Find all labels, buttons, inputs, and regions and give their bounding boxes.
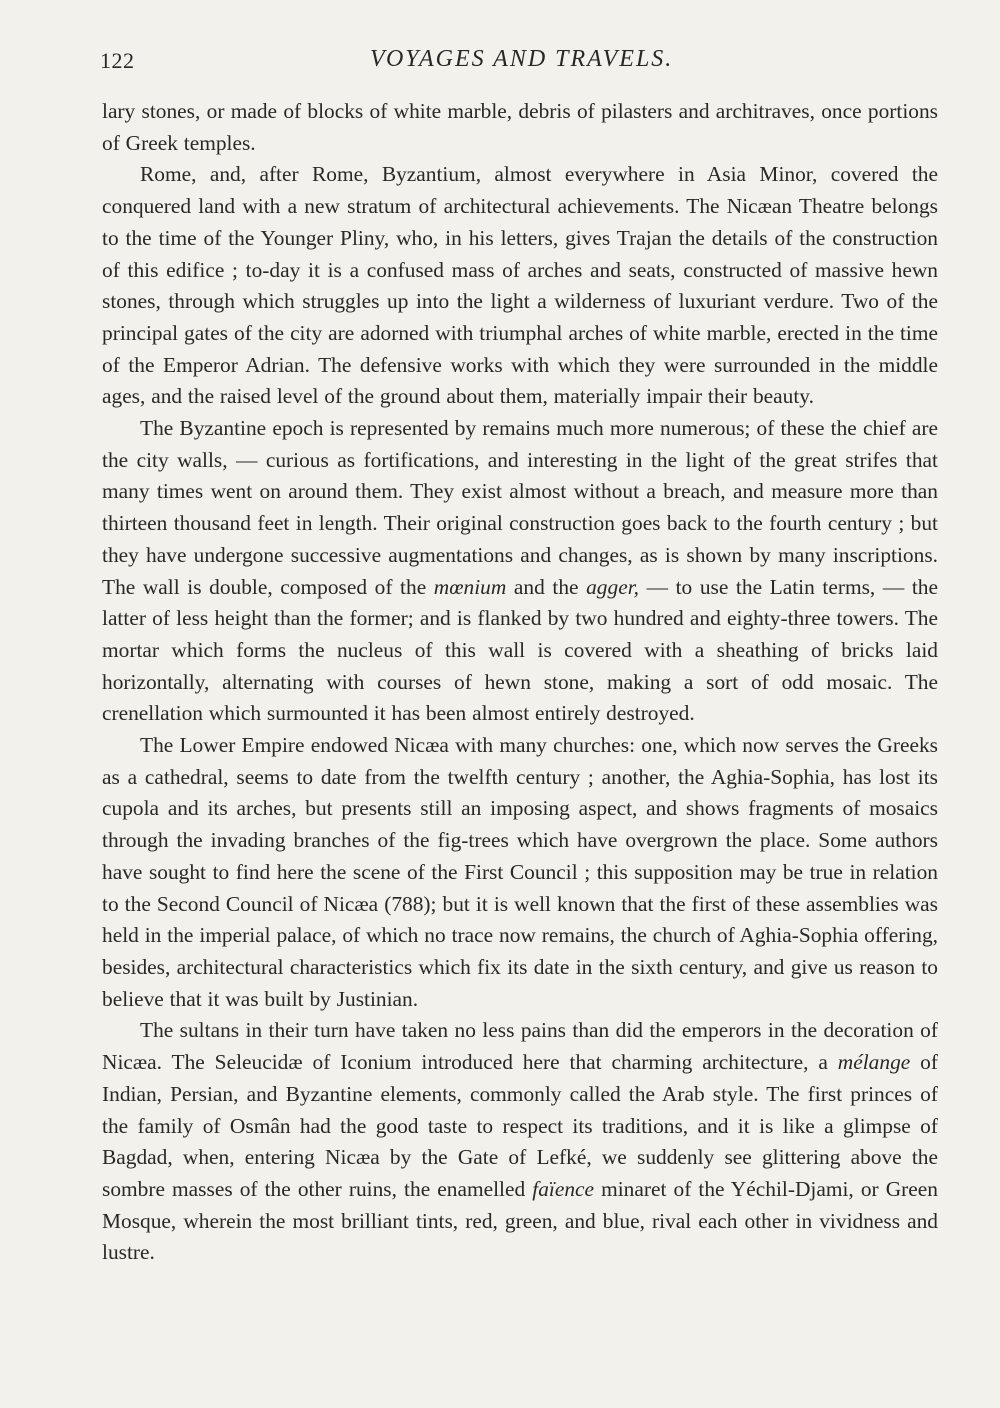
- paragraph-lower-empire: [102, 730, 938, 1015]
- page-header: [100, 40, 900, 80]
- paragraph-text: and the: [506, 574, 587, 599]
- running-head: VOYAGES AND TRAVELS.: [370, 46, 674, 72]
- italic-term: faïence: [532, 1176, 595, 1201]
- paragraph-continued: [102, 96, 938, 159]
- italic-term: mélange: [837, 1050, 911, 1075]
- page-number: 122: [100, 48, 135, 73]
- paragraph-text: minaret of the Yéchil-Djami, or Green Mosque, wherein the most brilliant tints, red, green, and blue, rival each other in vividness and lustre.: [102, 1176, 938, 1265]
- paragraph-text: of Indian, Persian, and Byzantine elements, commonly called the Arab style. The first princes of the family of Osmân had the good taste to respect its traditions, and it is like a glimpse of Bagdad, when, entering Nicæa by the Gate of Lefké, we suddenly see glittering above the sombre masses of the other ruins, the enamelled: [102, 1050, 938, 1201]
- italic-term: mœnium: [433, 574, 507, 599]
- paragraph-text: The sultans in their turn have taken no less pains than did the emperors in the decoration of Nicæa. The Seleucidæ of Iconium introduced here that charming architecture, a: [102, 1018, 938, 1075]
- paragraph-byzantine-epoch: [102, 413, 938, 730]
- body-text: [102, 96, 938, 1269]
- paragraph-text: Rome, and, after Rome, Byzantium, almost everywhere in Asia Minor, covered the conquered land with a new stratum of architectural achievements. The Nicæan Theatre belongs to the time of the Younger Pliny, who, in his letters, gives Trajan the details of the construction of this edifice ; to-day it is a confused mass of arches and seats, constructed of massive hewn stones, through which struggles up into the light a wilderness of luxuriant verdure. Two of the principal gates of the city are adorned with triumphal arches of white marble, erected in the time of the Emperor Adrian. The defensive works with which they were surrounded in the middle ages, and the raised level of the ground about them, materially impair their beauty.: [102, 162, 938, 409]
- paragraph-text: — to use the Latin terms, — the latter of less height than the former; and is flanked by two hundred and eighty-three towers. The mortar which forms the nucleus of this wall is covered with a sheathing of bricks laid horizontally, alternating with courses of hewn stone, making a sort of odd mosaic. The crenellation which surmounted it has been almost entirely destroyed.: [102, 574, 938, 726]
- paragraph-text: lary stones, or made of blocks of white marble, debris of pilasters and architraves, once portions of Greek temples.: [102, 99, 938, 155]
- paragraph-text: The Lower Empire endowed Nicæa with many churches: one, which now serves the Greeks as a cathedral, seems to date from the twelfth century ; another, the Aghia-Sophia, has lost its cupola and its arches, but presents still an imposing aspect, and shows fragments of mosaics through the invading branches of the fig-trees which have overgrown the place. Some authors have sought to find here the scene of the First Council ; this supposition may be true in relation to the Second Council of Nicæa (788); but it is well known that the first of these assemblies was held in the imperial palace, of which no trace now remains, the church of Aghia-Sophia offering, besides, architectural characteristics which fix its date in the sixth century, and give us reason to believe that it was built by Justinian.: [102, 733, 938, 1011]
- paragraph-text: The Byzantine epoch is represented by remains much more numerous; of these the chief are the city walls, — curious as fortifications, and interesting in the light of the great strifes that many times went on around them. They exist almost without a breach, and measure more than thirteen thousand feet in length. Their original construction goes back to the fourth century ; but they have undergone successive augmentations and changes, as is shown by many inscriptions. The wall is double, composed of the: [102, 416, 938, 599]
- paragraph-rome-byzantium: [102, 159, 938, 413]
- italic-term: agger,: [586, 574, 639, 599]
- paragraph-sultans: [102, 1015, 938, 1269]
